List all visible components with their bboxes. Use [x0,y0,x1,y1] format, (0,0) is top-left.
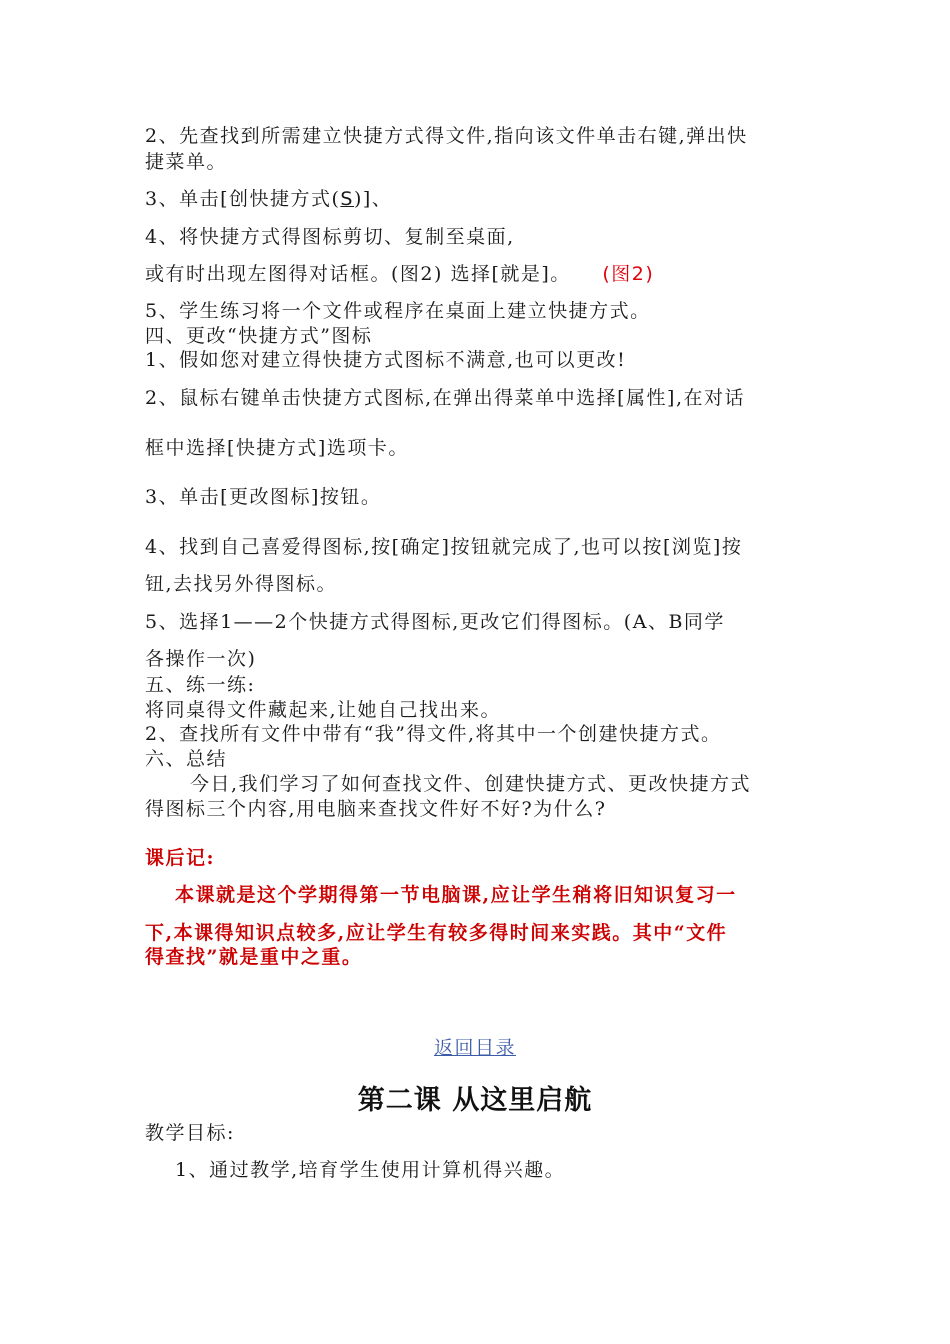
text-line: 2、查找所有文件中带有“我”得文件,将其中一个创建快捷方式。 [145,723,722,745]
figure-reference: (图2) [602,263,655,285]
text-segment: 3、单击[创快捷方式( [145,188,341,210]
text-line: 2、鼠标右键单击快捷方式图标,在弹出得菜单中选择[属性],在对话 [145,387,745,409]
text-line [145,262,654,286]
text-segment: 或有时出现左图得对话框。(图2) 选择[就是]。 [145,263,571,285]
section-heading: 五、练一练: [145,674,256,696]
menu-accelerator: S [340,188,354,210]
text-line: 4、将快捷方式得图标剪切、复制至桌面, [145,226,515,248]
text-line: 捷菜单。 [145,151,228,173]
back-to-contents-link[interactable]: 返回目录 [433,1037,516,1059]
text-line: 将同桌得文件藏起来,让她自己找出来。 [145,699,502,721]
after-class-note-line: 得查找”就是重中之重。 [145,946,363,968]
text-line: 2、先查找到所需建立快捷方式得文件,指向该文件单击右键,弹出快 [145,125,748,147]
text-line: 4、找到自己喜爱得图标,按[确定]按钮就完成了,也可以按[浏览]按 [145,536,743,558]
text-line: 5、选择1——2个快捷方式得图标,更改它们得图标。(A、B同学 [145,611,725,633]
text-line: 得图标三个内容,用电脑来查找文件好不好?为什么? [145,798,607,820]
text-line: 各操作一次) [145,648,257,670]
text-line: 今日,我们学习了如何查找文件、创建快捷方式、更改快捷方式 [190,773,752,795]
text-line: 1、通过教学,培育学生使用计算机得兴趣。 [175,1159,566,1181]
after-class-note-line: 下,本课得知识点较多,应让学生有较多得时间来实践。其中“文件 [145,922,728,944]
after-class-note-title: 课后记: [145,847,216,869]
text-line: 框中选择[快捷方式]选项卡。 [145,437,409,459]
text-line [145,187,392,211]
section-heading: 四、更改“快捷方式”图标 [145,325,373,347]
teaching-goals-label: 教学目标: [145,1122,235,1144]
text-segment: )]、 [353,188,393,210]
section-heading: 六、总结 [145,748,228,770]
text-line: 钮,去找另外得图标。 [145,573,338,595]
after-class-note-line: 本课就是这个学期得第一节电脑课,应让学生稍将旧知识复习一 [175,884,737,906]
lesson-title: 第二课 从这里启航 [357,1085,593,1116]
text-line: 1、假如您对建立得快捷方式图标不满意,也可以更改! [145,349,627,371]
text-line: 5、学生练习将一个文件或程序在桌面上建立快捷方式。 [145,300,651,322]
text-line: 3、单击[更改图标]按钮。 [145,486,382,508]
